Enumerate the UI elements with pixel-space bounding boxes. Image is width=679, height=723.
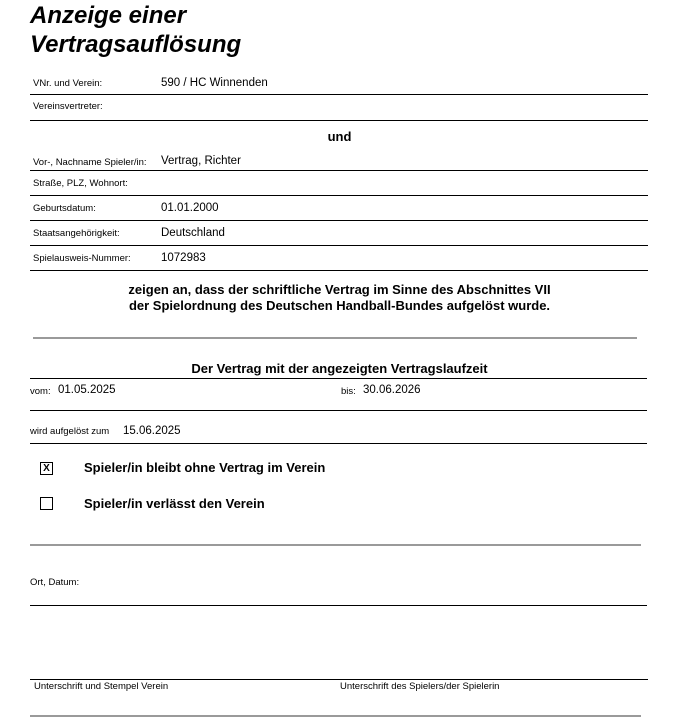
signature-line bbox=[30, 679, 648, 680]
divider bbox=[30, 605, 647, 606]
birthdate-label: Geburtsdatum: bbox=[33, 203, 96, 214]
divider bbox=[30, 410, 647, 411]
nationality-value: Deutschland bbox=[161, 227, 225, 239]
place-date-label: Ort, Datum: bbox=[30, 577, 80, 588]
und-text: und bbox=[327, 129, 352, 144]
divider bbox=[30, 245, 648, 246]
to-value: 30.06.2026 bbox=[363, 384, 421, 396]
title-line-1: Anzeige einer bbox=[30, 2, 187, 29]
birthdate-value: 01.01.2000 bbox=[161, 202, 219, 214]
statement-line-1: zeigen an, dass der schriftliche Vertrag im Sinne des Abschnittes VII bbox=[128, 282, 551, 297]
stays-option-label: Spieler/in bleibt ohne Vertrag im Verein bbox=[84, 460, 326, 475]
player-name-value: Vertrag, Richter bbox=[161, 155, 241, 167]
stays-checkbox[interactable]: X bbox=[40, 462, 53, 475]
from-value: 01.05.2025 bbox=[58, 384, 116, 396]
pass-number-value: 1072983 bbox=[161, 252, 206, 264]
contract-heading: Der Vertrag mit der angezeigten Vertragslaufzeit bbox=[191, 361, 488, 376]
divider bbox=[30, 94, 648, 95]
section-rule bbox=[30, 715, 641, 717]
club-value: 590 / HC Winnenden bbox=[161, 77, 268, 89]
divider bbox=[30, 120, 648, 121]
representative-label: Vereinsvertreter: bbox=[33, 101, 103, 112]
to-label: bis: bbox=[341, 386, 356, 397]
player-name-label: Vor-, Nachname Spieler/in: bbox=[33, 157, 147, 168]
divider bbox=[30, 220, 648, 221]
dissolved-value: 15.06.2025 bbox=[123, 425, 181, 437]
nationality-label: Staatsangehörigkeit: bbox=[33, 228, 120, 239]
divider bbox=[30, 378, 647, 379]
divider bbox=[30, 270, 648, 271]
divider bbox=[30, 195, 648, 196]
leaves-option-label: Spieler/in verlässt den Verein bbox=[84, 496, 265, 511]
title-line-2: Vertragsauflösung bbox=[30, 31, 242, 58]
club-label: VNr. und Verein: bbox=[33, 78, 103, 89]
address-label: Straße, PLZ, Wohnort: bbox=[33, 178, 128, 189]
divider bbox=[30, 443, 647, 444]
pass-number-label: Spielausweis-Nummer: bbox=[33, 253, 131, 264]
section-rule bbox=[33, 337, 637, 339]
from-label: vom: bbox=[30, 386, 51, 397]
leaves-checkbox[interactable] bbox=[40, 497, 53, 510]
club-signature-label: Unterschrift und Stempel Verein bbox=[34, 681, 169, 692]
divider bbox=[30, 170, 648, 171]
dissolved-label: wird aufgelöst zum bbox=[30, 426, 110, 437]
statement-line-2: der Spielordnung des Deutschen Handball-Bundes aufgelöst wurde. bbox=[128, 298, 551, 313]
player-signature-label: Unterschrift des Spielers/der Spielerin bbox=[340, 681, 500, 692]
section-rule bbox=[30, 544, 641, 546]
